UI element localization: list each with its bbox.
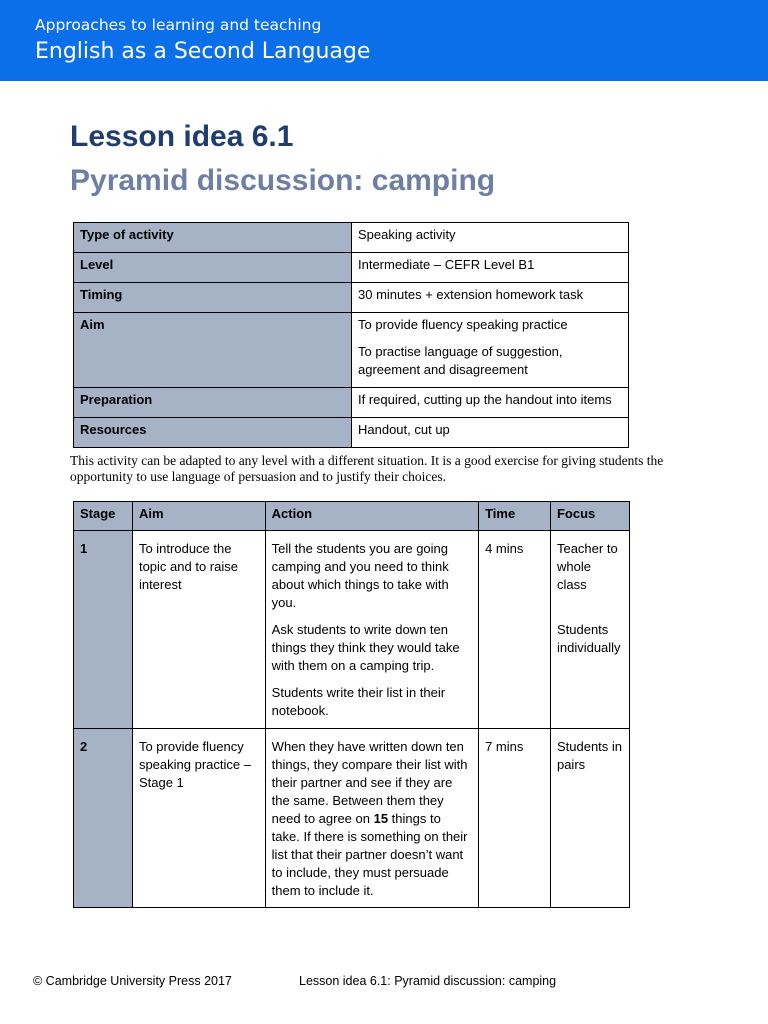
stage-focus: Students in pairs — [550, 729, 629, 908]
info-label: Timing — [74, 283, 352, 313]
stage-time: 4 mins — [479, 531, 551, 729]
info-label: Preparation — [74, 388, 352, 418]
info-label: Aim — [74, 313, 352, 388]
stages-header-row — [74, 502, 630, 531]
stage-number: 1 — [74, 531, 133, 729]
info-row-type — [74, 223, 629, 253]
info-label: Level — [74, 253, 352, 283]
banner-title: English as a Second Language — [35, 39, 371, 64]
info-label: Type of activity — [74, 223, 352, 253]
info-value: Handout, cut up — [352, 418, 629, 448]
stages-table — [73, 501, 630, 908]
banner-subtitle: Approaches to learning and teaching — [35, 16, 322, 34]
stage-action: When they have written down ten things, they compare their list with their partner and see if they are the same. Between them they need to agree on 15 things to take. If there is something on their list that their partner doesn’t want to include, they must persuade them to include it. — [265, 729, 478, 908]
lesson-title: Lesson idea 6.1 — [70, 120, 294, 153]
footer-doc-title: Lesson idea 6.1: Pyramid discussion: camping — [299, 974, 557, 988]
info-row-aim — [74, 313, 629, 388]
stage-aim: To introduce the topic and to raise interest — [132, 531, 265, 729]
info-value: To provide fluency speaking practice To practise language of suggestion, agreement and disagreement — [352, 313, 629, 388]
column-header-aim: Aim — [132, 502, 265, 531]
column-header-stage: Stage — [74, 502, 133, 531]
stage-time: 7 mins — [479, 729, 551, 908]
header-banner — [0, 0, 768, 81]
info-row-timing — [74, 283, 629, 313]
intro-paragraph: This activity can be adapted to any level with a different situation. It is a good exercise for giving students the opportunity to use language of persuasion and to justify their choices. — [70, 453, 664, 484]
info-row-preparation — [74, 388, 629, 418]
lesson-subtitle: Pyramid discussion: camping — [70, 164, 496, 197]
column-header-action: Action — [265, 502, 478, 531]
info-value: If required, cutting up the handout into items — [352, 388, 629, 418]
info-value: 30 minutes + extension homework task — [352, 283, 629, 313]
stage-aim: To provide fluency speaking practice – Stage 1 — [132, 729, 265, 908]
footer-copyright: © Cambridge University Press 2017 — [33, 974, 232, 988]
column-header-focus: Focus — [550, 502, 629, 531]
info-row-resources — [74, 418, 629, 448]
table-row — [74, 729, 630, 908]
info-row-level — [74, 253, 629, 283]
table-row — [74, 531, 630, 729]
info-label: Resources — [74, 418, 352, 448]
stage-number: 2 — [74, 729, 133, 908]
lesson-info-table — [73, 222, 629, 448]
info-value: Intermediate – CEFR Level B1 — [352, 253, 629, 283]
column-header-time: Time — [479, 502, 551, 531]
stage-action: Tell the students you are going camping and you need to think about which things to take with you. Ask students to write down ten things they think they would take with them on a camping trip. Students write their list in their notebook. — [265, 531, 478, 729]
info-value: Speaking activity — [352, 223, 629, 253]
stage-focus: Teacher to whole class Students individually — [550, 531, 629, 729]
